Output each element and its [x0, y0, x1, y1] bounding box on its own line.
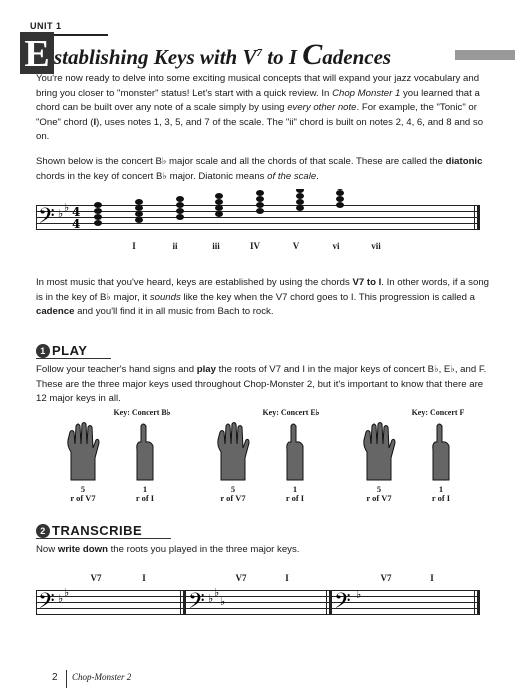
hand-caption: 1 r of I — [135, 484, 155, 503]
chord-label: vii — [371, 241, 381, 251]
transcribe-heading-rule — [36, 538, 171, 539]
chord-label: ii — [172, 241, 178, 251]
step-number: 2 — [36, 524, 50, 538]
hand-caption: 5 r of V7 — [366, 484, 392, 503]
chord-label: I — [132, 241, 136, 251]
hand-caption: 5 r of V7 — [220, 484, 246, 503]
svg-text:♭: ♭ — [356, 588, 362, 601]
svg-text:♭: ♭ — [220, 595, 226, 608]
footer-book-title: Chop-Monster 2 — [72, 672, 132, 682]
play-instructions: Follow your teacher's hand signs and play the roots of V7 and I in the major keys of concert B♭, E♭, and F. These are the three major keys used throughout Chop-Monster 2, but it's important to know that there are 12 major keys in all. — [36, 364, 487, 405]
key-label-f: Key: Concert F — [411, 408, 465, 417]
chord-label: iii — [212, 241, 220, 251]
svg-text:♭: ♭ — [214, 588, 220, 599]
svg-text:♭: ♭ — [64, 203, 70, 214]
page-number: 2 — [52, 672, 58, 683]
bass-clef-icon — [38, 588, 78, 618]
chord-label-v7: V7 — [90, 573, 102, 583]
bass-clef-icon — [188, 588, 236, 618]
svg-text:𝄢: 𝄢 — [38, 589, 55, 618]
svg-text:𝄢: 𝄢 — [38, 204, 55, 233]
page-title: stablishing Keys with $V^7$ to I Cadences — [54, 38, 392, 71]
svg-text:𝄢: 𝄢 — [188, 589, 205, 618]
key-label-eflat: Key: Concert E♭ — [262, 408, 320, 417]
hand-caption: 5 r of V7 — [70, 484, 96, 503]
title-dropcap: E — [20, 32, 54, 74]
step-number: 1 — [36, 344, 50, 358]
transcribe-heading: 2 TRANSCRIBE — [36, 523, 142, 538]
transcribe-instructions: Now write down the roots you played in the three major keys. — [36, 544, 300, 555]
hand-signs — [65, 422, 505, 484]
chord-label: V — [292, 241, 300, 251]
chord-label-i: I — [142, 573, 146, 583]
chord-label-i: I — [285, 573, 289, 583]
title-rule — [455, 50, 515, 60]
svg-text:♭: ♭ — [208, 592, 214, 605]
bass-clef-icon — [334, 588, 374, 618]
chord-label-v7: V7 — [235, 573, 247, 583]
key-label-bflat: Key: Concert B♭ — [113, 408, 171, 417]
footer-rule — [66, 670, 67, 688]
unit-label: UNIT 1 — [30, 21, 62, 31]
intro-paragraph-1: You're now ready to delve into some exciting musical concepts that will expand your jazz vocabulary and bring you closer to "monster" status! Let's start with a quick review. In Chop Monster 1 you learned that a chord can be built over any note of a scale simply by using every other note. For example, the "Tonic" or "One" chord (I), uses notes 1, 3, 5, and 7 of the scale. The "ii" chord is built on notes 2, 4, 6, and 8 and so on. — [36, 73, 484, 143]
intro-paragraph-2: Shown below is the concert B♭ major scale and all the chords of that scale. These are called the diatonic chords in the key of concert B♭ major. Diatonic means of the scale. — [36, 156, 483, 182]
play-heading: 1 PLAY — [36, 343, 87, 358]
scale-staff — [36, 203, 480, 251]
cadence-paragraph: In most music that you've heard, keys are established by using the chords V7 to I. In other words, if a song is in the key of B♭ major, it sounds like the key when the V7 chord goes to I. This progression is called a cadence and you'll find it in all music from Bach to rock. — [36, 277, 489, 318]
chord-label: IV — [249, 241, 260, 251]
svg-text:♭: ♭ — [64, 588, 70, 599]
svg-text:♭: ♭ — [58, 207, 64, 220]
svg-text:4: 4 — [72, 217, 81, 231]
chord-label-i: I — [430, 573, 434, 583]
hand-caption: 1 r of I — [431, 484, 451, 503]
svg-text:♭: ♭ — [58, 592, 64, 605]
play-heading-rule — [36, 358, 111, 359]
transcribe-staff[interactable] — [36, 590, 480, 620]
chord-label-v7: V7 — [380, 573, 392, 583]
hand-caption: 1 r of I — [285, 484, 305, 503]
svg-text:4: 4 — [72, 205, 81, 219]
chord-label: vi — [332, 241, 340, 251]
svg-text:𝄢: 𝄢 — [334, 589, 351, 618]
scale-chord-notes — [36, 189, 480, 239]
